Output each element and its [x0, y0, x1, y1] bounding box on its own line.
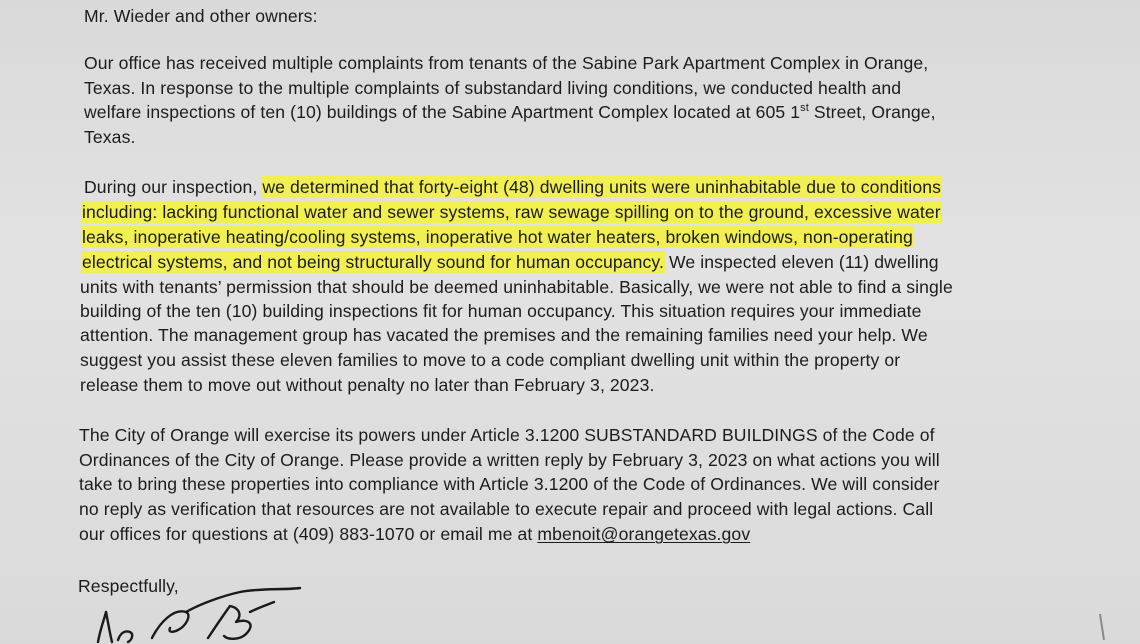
paragraph-3-line-4: no reply as verification that resources are not available to execute repair and proceed with legal actions. Call	[79, 499, 934, 519]
closing: Respectfully,	[78, 576, 179, 596]
highlighted-text: leaks, inoperative heating/cooling systems, inoperative hot water heaters, broken windows, non-operating	[82, 227, 913, 247]
email-link[interactable]: mbenoit@orangetexas.gov	[537, 524, 751, 544]
paragraph-2-line-8: suggest you assist these eleven families to move to a code compliant dwelling unit within the property or	[80, 350, 901, 370]
highlighted-text: including: lacking functional water and sewer systems, raw sewage spilling on to the ground, excessive water	[82, 202, 941, 222]
paragraph-3-line-5	[79, 522, 750, 546]
paragraph-2-line-1	[84, 175, 941, 199]
paragraph-2-line-9: release them to move out without penalty no later than February 3, 2023.	[80, 375, 655, 395]
page-corner-icon	[1086, 612, 1116, 642]
paragraph-3-line-1: The City of Orange will exercise its powers under Article 3.1200 SUBSTANDARD BUILDINGS of the Code of	[79, 425, 935, 445]
paragraph-2-line-3	[82, 225, 913, 249]
inspection-intro: During our inspection,	[84, 177, 263, 197]
paragraph-2-line-7: attention. The management group has vacated the premises and the remaining families need your help. We	[80, 325, 928, 345]
address-text-end: Street, Orange,	[808, 102, 936, 122]
paragraph-2-line-6: building of the ten (10) building inspections fit for human occupancy. This situation requires your immediate	[80, 301, 922, 321]
paragraph-2-line-5: units with tenants’ permission that should be deemed uninhabitable. Basically, we were not able to find a single	[80, 277, 953, 297]
salutation: Mr. Wieder and other owners:	[84, 6, 318, 26]
paragraph-3-line-2: Ordinances of the City of Orange. Please provide a written reply by February 3, 2023 on what actions you will	[79, 450, 940, 470]
paragraph-2-line-4	[82, 250, 939, 274]
signature-icon	[90, 582, 320, 644]
paragraph-1-line-3	[84, 100, 936, 124]
inspection-continued: We inspected eleven (11) dwelling	[664, 252, 939, 272]
paragraph-1-line-4: Texas.	[84, 127, 136, 147]
highlighted-text: electrical systems, and not being structurally sound for human occupancy.	[82, 252, 664, 272]
address-text: welfare inspections of ten (10) buildings of the Sabine Apartment Complex located at 605 1	[84, 102, 801, 122]
highlighted-text: we determined that forty-eight (48) dwelling units were uninhabitable due to conditions	[262, 177, 941, 197]
contact-text: our offices for questions at (409) 883-1070 or email me at	[79, 524, 538, 544]
ordinal-suffix: st	[800, 102, 809, 115]
paragraph-1-line-1: Our office has received multiple complaints from tenants of the Sabine Park Apartment Complex in Orange,	[84, 53, 929, 73]
paragraph-1-line-2: Texas. In response to the multiple complaints of substandard living conditions, we conducted health and	[84, 78, 902, 98]
paragraph-2-line-2	[82, 200, 941, 224]
paragraph-3-line-3: take to bring these properties into compliance with Article 3.1200 of the Code of Ordinances. We will consider	[79, 474, 940, 494]
